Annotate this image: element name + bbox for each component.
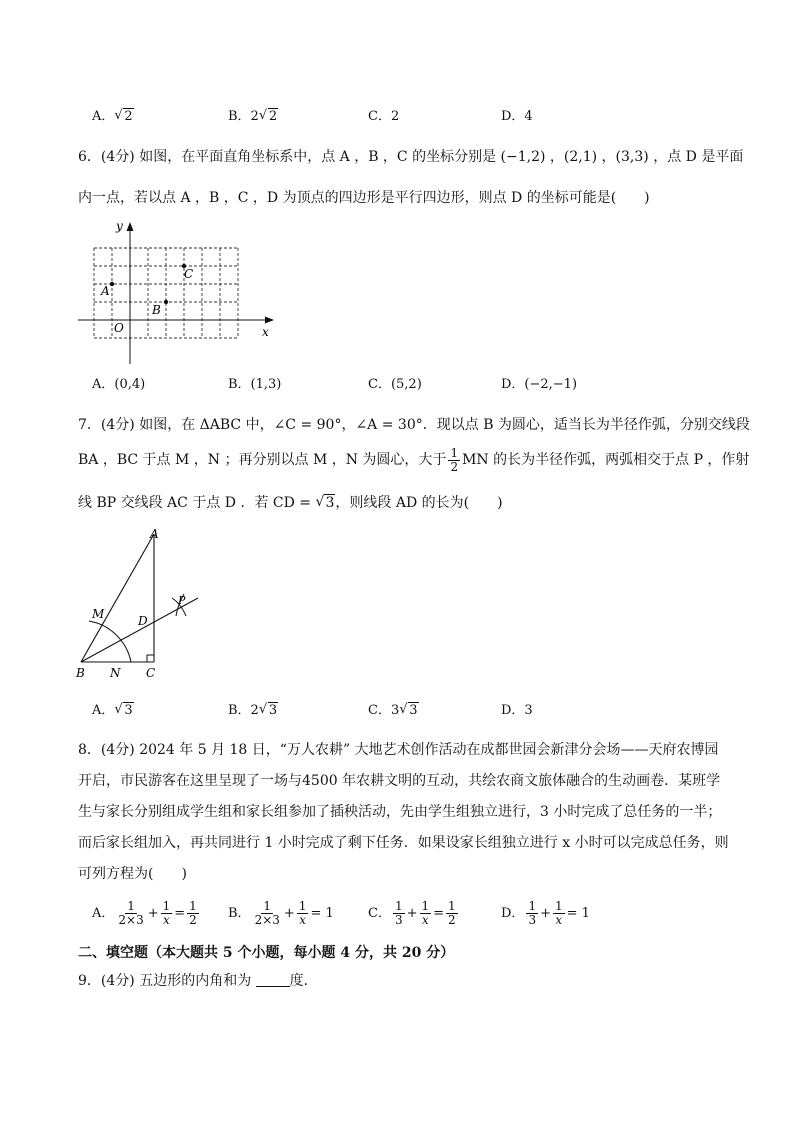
q5-option-d: D．4 <box>501 109 533 124</box>
q7-label-a: A <box>150 527 159 541</box>
q6-option-a: A．(0,4) <box>92 377 146 392</box>
q7-label-m: M <box>92 607 105 621</box>
q7-label-p: P <box>178 594 186 607</box>
q8-text-line2: 开启，市民游客在这里呈现了一场与4500 年农耕文明的互动，共绘农商文旅体融合的生动画卷．某班学 <box>78 773 721 789</box>
q6-point-a <box>110 282 114 286</box>
q7-text-line1: 7．(4分) 如图，在 ΔABC 中，∠C = 90°，∠A = 30°．现以点 B 为圆心，适当长为半径作弧，分别交线段 <box>78 417 750 433</box>
q6-point-b <box>164 300 168 304</box>
q7-right-angle-mark <box>147 655 154 662</box>
q9-answer-blank <box>256 974 290 987</box>
q7-option-c: C．3√ 3 <box>368 702 419 720</box>
q8-option-d: D． $\frac{1}{3}$ + $\frac{1}{x}$ = 1 <box>501 899 590 927</box>
q8-text-line5: 可列方程为( ) <box>78 866 187 882</box>
q6-text-line2: 内一点，若以点 A ，B ，C ，D 为顶点的四边形是平行四边形，则点 D 的坐标可能是( ) <box>78 190 650 206</box>
q7-text-line2 <box>78 445 750 474</box>
q6-label-o: O <box>114 321 124 335</box>
q7-label-c: C <box>146 666 156 680</box>
q6-label-c: C <box>184 267 194 281</box>
q7-label-d: D <box>138 614 148 628</box>
q7-option-a: A．√ 3 <box>92 702 134 720</box>
q8-option-c: C． $\frac{1}{3}$ + $\frac{1}{x}$ = $\frac{1}{2}$ <box>368 899 456 927</box>
q6-label-x: x <box>262 325 269 339</box>
q7-option-d: D．3 <box>501 703 533 718</box>
q6-option-d: D．(−2,−1) <box>501 377 578 392</box>
q5-option-a: A．√ 2 <box>92 108 134 126</box>
q8-option-a: A． $\frac{1}{2\times 3}$ + $\frac{1}{x}$ = $\frac{1}{2}$ <box>92 899 197 927</box>
q6-coordinate-figure <box>70 212 285 372</box>
q7-arc-mn <box>89 621 131 662</box>
q6-label-b: B <box>152 303 161 317</box>
q6-x-arrow <box>265 317 274 324</box>
q7-side-ab <box>81 534 154 662</box>
q7-triangle-figure <box>68 524 218 689</box>
q5-option-c: C．2 <box>368 109 400 124</box>
q7-fraction-half: $\frac{1}{2}$ <box>450 445 459 474</box>
q7-label-n: N <box>110 666 121 680</box>
q8-text-line3: 生与家长分别组成学生组和家长组参加了插秧活动，先由学生组独立进行，3 小时完成了总任务的一半； <box>78 804 722 820</box>
q7-text-line3: 线 BP 交线段 AC 于点 D ．若 CD = √ 3，则线段 AD 的长为( ) <box>78 494 503 512</box>
q6-label-a: A <box>101 284 110 298</box>
q8-text-line4: 而后家长组加入，再共同进行 1 小时完成了剩下任务．如果设家长组独立进行 x 小时可以完成总任务，则 <box>78 835 729 851</box>
q7-label-b: B <box>76 666 85 680</box>
q6-text-line1: 6．(4分) 如图，在平面直角坐标系中，点 A ，B ，C 的坐标分别是 (−1,2) ，(2,1) ，(3,3) ，点 D 是平面 <box>78 149 744 165</box>
q6-y-arrow <box>127 222 134 231</box>
q8-text-line1: 8．(4分) 2024 年 5 月 18 日，“万人农耕” 大地艺术创作活动在成都世园会新津分会场——天府农博园 <box>78 742 719 758</box>
q5-option-b: B．2√ 2 <box>228 108 278 126</box>
q9-text: 9．(4分) 五边形的内角和为 度． <box>78 973 318 989</box>
q7-line2-pre: BA ，BC 于点 M ，N ；再分别以点 M ，N 为圆心，大于 <box>78 452 447 468</box>
section2-heading: 二、填空题（本大题共 5 个小题，每小题 4 分，共 20 分） <box>78 945 455 961</box>
q6-option-b: B．(1,3) <box>228 377 282 392</box>
q6-label-y: y <box>116 219 123 233</box>
q6-option-c: C．(5,2) <box>368 377 422 392</box>
q8-option-b: B． $\frac{1}{2\times 3}$ + $\frac{1}{x}$ = 1 <box>228 899 334 927</box>
q7-option-b: B．2√ 3 <box>228 702 278 720</box>
q7-line2-post: MN 的长为半径作弧，两弧相交于点 P ，作射 <box>462 452 750 468</box>
